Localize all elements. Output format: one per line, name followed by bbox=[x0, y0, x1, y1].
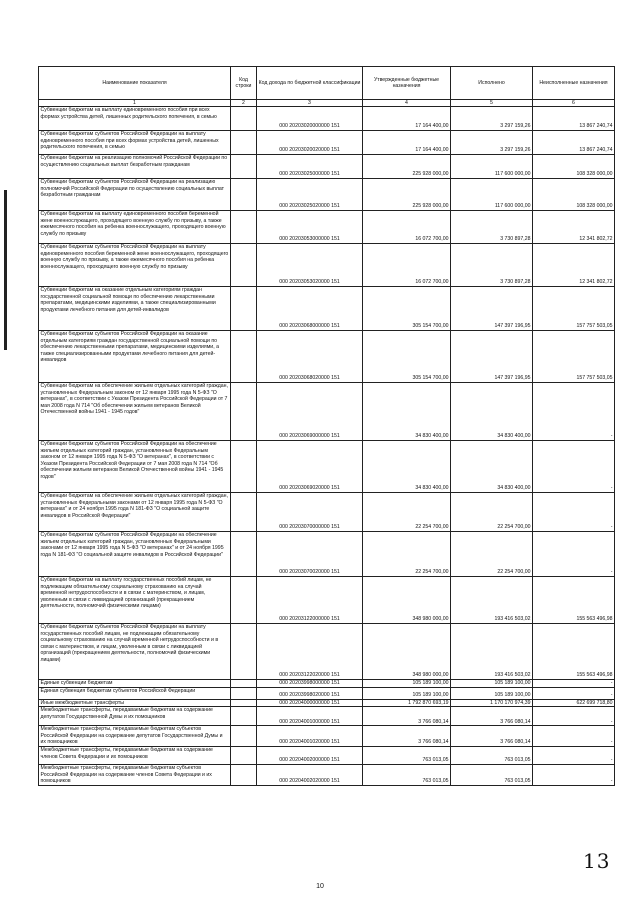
income-code-cell: 000 20203020000000 151 bbox=[257, 107, 363, 131]
line-code-cell bbox=[231, 746, 257, 764]
unexecuted-amount-cell: 108 328 000,00 bbox=[533, 155, 615, 179]
unexecuted-amount-cell: - bbox=[533, 532, 615, 577]
unexecuted-amount-cell: 157 757 503,05 bbox=[533, 287, 615, 331]
column-number: 3 bbox=[257, 100, 363, 107]
indicator-name-cell: Межбюджетные трансферты, передаваемые бюджетам субъектов Российской Федерации на содержание членов Совета Федерации и их помощников bbox=[39, 764, 231, 785]
table-row bbox=[39, 699, 615, 707]
approved-amount-cell: 22 254 700,00 bbox=[363, 493, 451, 532]
income-code-cell: 000 20203069000000 151 bbox=[257, 383, 363, 441]
header-executed: Исполнено bbox=[451, 67, 533, 100]
column-number: 1 bbox=[39, 100, 231, 107]
table-row bbox=[39, 155, 615, 179]
indicator-name-cell: Субвенции бюджетам субъектов Российской Федерации на выплату единовременного пособия при всех формах устройства детей, лишенных родительского попечения, в семью bbox=[39, 131, 231, 155]
income-code-cell: 000 20204002000000 151 bbox=[257, 746, 363, 764]
unexecuted-amount-cell: 12 341 802,72 bbox=[533, 244, 615, 287]
line-code-cell bbox=[231, 577, 257, 624]
executed-amount-cell: 3 297 159,26 bbox=[451, 131, 533, 155]
line-code-cell bbox=[231, 155, 257, 179]
line-code-cell bbox=[231, 179, 257, 211]
scan-margin-mark bbox=[4, 190, 7, 350]
table-row bbox=[39, 383, 615, 441]
handwritten-stamp-number: 13 bbox=[583, 849, 611, 873]
line-code-cell bbox=[231, 211, 257, 244]
approved-amount-cell: 22 254 700,00 bbox=[363, 532, 451, 577]
table-row bbox=[39, 107, 615, 131]
income-code-cell: 000 20203020020000 151 bbox=[257, 131, 363, 155]
indicator-name-cell: Субвенции бюджетам субъектов Российской Федерации на обеспечение жильем отдельных категорий граждан, установленных Федеральными законами от 12 января 1995 года N 5-ФЗ "О ветеранах" и от 24 ноября 1995 года N 181-ФЗ "О социальной защите инвалидов в Российской Федерации" bbox=[39, 532, 231, 577]
table-row bbox=[39, 331, 615, 383]
indicator-name-cell: Межбюджетные трансферты, передаваемые бюджетам на содержание членов Совета Федерации и их помощников bbox=[39, 746, 231, 764]
unexecuted-amount-cell: 12 341 802,72 bbox=[533, 211, 615, 244]
indicator-name-cell: Иные межбюджетные трансферты bbox=[39, 699, 231, 707]
income-code-cell: 000 20203068000000 151 bbox=[257, 287, 363, 331]
unexecuted-amount-cell: 13 867 240,74 bbox=[533, 107, 615, 131]
income-code-cell: 000 20204001020000 151 bbox=[257, 726, 363, 747]
unexecuted-amount-cell: 155 563 496,98 bbox=[533, 577, 615, 624]
executed-amount-cell: 117 600 000,00 bbox=[451, 155, 533, 179]
line-code-cell bbox=[231, 699, 257, 707]
column-number-row bbox=[39, 100, 615, 107]
approved-amount-cell: 34 830 400,00 bbox=[363, 441, 451, 493]
indicator-name-cell: Межбюджетные трансферты, передаваемые бюджетам субъектов Российской Федерации на содержание депутатов Государственной Думы и их помощников bbox=[39, 726, 231, 747]
line-code-cell bbox=[231, 680, 257, 688]
unexecuted-amount-cell: - bbox=[533, 746, 615, 764]
approved-amount-cell: 17 164 400,00 bbox=[363, 131, 451, 155]
approved-amount-cell: 348 980 000,00 bbox=[363, 577, 451, 624]
table-row bbox=[39, 726, 615, 747]
table-row bbox=[39, 244, 615, 287]
table-row bbox=[39, 532, 615, 577]
executed-amount-cell: 3 730 897,28 bbox=[451, 211, 533, 244]
unexecuted-amount-cell: - bbox=[533, 441, 615, 493]
line-code-cell bbox=[231, 532, 257, 577]
unexecuted-amount-cell: - bbox=[533, 680, 615, 688]
line-code-cell bbox=[231, 441, 257, 493]
unexecuted-amount-cell: 13 867 240,74 bbox=[533, 131, 615, 155]
table-row bbox=[39, 287, 615, 331]
executed-amount-cell: 3 766 080,14 bbox=[451, 707, 533, 726]
indicator-name-cell: Субвенции бюджетам на выплату единовременного пособия при всех формах устройства детей, лишенных родительского попечения, в семью bbox=[39, 107, 231, 131]
executed-amount-cell: 34 830 400,00 bbox=[451, 383, 533, 441]
unexecuted-amount-cell: 108 328 000,00 bbox=[533, 179, 615, 211]
indicator-name-cell: Субвенции бюджетам субъектов Российской Федерации на оказание отдельным категориям граждан государственной социальной помощи по обеспечению лекарственными препаратами, медицинскими изделиями, а также специализированными продуктами лечебного питания для детей-инвалидов bbox=[39, 331, 231, 383]
unexecuted-amount-cell: - bbox=[533, 383, 615, 441]
line-code-cell bbox=[231, 624, 257, 680]
header-income-code: Код дохода по бюджетной классификации bbox=[257, 67, 363, 100]
executed-amount-cell: 193 416 503,02 bbox=[451, 577, 533, 624]
income-code-cell: 000 20204002020000 151 bbox=[257, 764, 363, 785]
executed-amount-cell: 3 730 897,28 bbox=[451, 244, 533, 287]
table-row bbox=[39, 211, 615, 244]
approved-amount-cell: 16 072 700,00 bbox=[363, 244, 451, 287]
approved-amount-cell: 348 980 000,00 bbox=[363, 624, 451, 680]
approved-amount-cell: 3 766 080,14 bbox=[363, 707, 451, 726]
column-number: 2 bbox=[231, 100, 257, 107]
approved-amount-cell: 225 928 000,00 bbox=[363, 155, 451, 179]
table-row bbox=[39, 764, 615, 785]
approved-amount-cell: 105 189 100,00 bbox=[363, 680, 451, 688]
approved-amount-cell: 763 013,05 bbox=[363, 746, 451, 764]
table-row bbox=[39, 680, 615, 688]
income-code-cell: 000 20204000000000 151 bbox=[257, 699, 363, 707]
income-code-cell: 000 20203068020000 151 bbox=[257, 331, 363, 383]
header-unexecuted: Неисполненные назначения bbox=[533, 67, 615, 100]
income-code-cell: 000 20203025000000 151 bbox=[257, 155, 363, 179]
executed-amount-cell: 22 254 700,00 bbox=[451, 493, 533, 532]
table-row bbox=[39, 493, 615, 532]
header-line-code: Код строки bbox=[231, 67, 257, 100]
income-code-cell: 000 20203053020000 151 bbox=[257, 244, 363, 287]
line-code-cell bbox=[231, 107, 257, 131]
executed-amount-cell: 193 416 503,02 bbox=[451, 624, 533, 680]
executed-amount-cell: 147 397 196,95 bbox=[451, 287, 533, 331]
indicator-name-cell: Субвенции бюджетам на обеспечение жильем отдельных категорий граждан, установленных Федеральными законами от 12 января 1995 года N 5-ФЗ "О ветеранах" и от 24 ноября 1995 года N 181-ФЗ "О социальной защите инвалидов в Российской Федерации" bbox=[39, 493, 231, 532]
indicator-name-cell: Единые субвенции бюджетам bbox=[39, 680, 231, 688]
table-row bbox=[39, 707, 615, 726]
header-approved: Утвержденные бюджетные назначения bbox=[363, 67, 451, 100]
indicator-name-cell: Субвенции бюджетам субъектов Российской Федерации на выплату единовременного пособия беременной жене военнослужащего, проходящего военную службу по призыву, а также ежемесячного пособия на ребенка военнослужащего, проходящего военную службу по призыву bbox=[39, 244, 231, 287]
executed-amount-cell: 763 013,05 bbox=[451, 764, 533, 785]
unexecuted-amount-cell: 157 757 503,05 bbox=[533, 331, 615, 383]
approved-amount-cell: 17 164 400,00 bbox=[363, 107, 451, 131]
indicator-name-cell: Субвенции бюджетам субъектов Российской Федерации на обеспечение жильем отдельных категорий граждан, установленных Федеральным законом от 12 января 1995 года N 5-ФЗ "О ветеранах", в соответствии с Указом Президента Российской Федерации от 7 мая 2008 года N 714 "Об обеспечении жильем ветеранов Великой Отечественной войны 1941 - 1945 годов" bbox=[39, 441, 231, 493]
unexecuted-amount-cell: - bbox=[533, 687, 615, 699]
indicator-name-cell: Субвенции бюджетам на выплату единовременного пособия беременной жене военнослужащего, проходящего военную службу по призыву, а также ежемесячного пособия на ребенка военнослужащего, проходящего военную службу по призыву bbox=[39, 211, 231, 244]
income-code-cell: 000 20203053000000 151 bbox=[257, 211, 363, 244]
income-code-cell: 000 20203998020000 151 bbox=[257, 687, 363, 699]
table-row bbox=[39, 624, 615, 680]
table-row bbox=[39, 179, 615, 211]
executed-amount-cell: 105 189 100,00 bbox=[451, 687, 533, 699]
approved-amount-cell: 763 013,05 bbox=[363, 764, 451, 785]
approved-amount-cell: 3 766 080,14 bbox=[363, 726, 451, 747]
approved-amount-cell: 305 154 700,00 bbox=[363, 287, 451, 331]
table-row bbox=[39, 687, 615, 699]
table-row bbox=[39, 441, 615, 493]
column-number: 5 bbox=[451, 100, 533, 107]
income-code-cell: 000 20203122020000 151 bbox=[257, 624, 363, 680]
indicator-name-cell: Субвенции бюджетам субъектов Российской Федерации на реализацию полномочий Российской Федерации по осуществлению социальных выплат безработным гражданам bbox=[39, 179, 231, 211]
budget-execution-table bbox=[38, 66, 615, 786]
approved-amount-cell: 225 928 000,00 bbox=[363, 179, 451, 211]
executed-amount-cell: 3 766 080,14 bbox=[451, 726, 533, 747]
executed-amount-cell: 763 013,05 bbox=[451, 746, 533, 764]
line-code-cell bbox=[231, 331, 257, 383]
executed-amount-cell: 34 830 400,00 bbox=[451, 441, 533, 493]
executed-amount-cell: 1 170 170 974,39 bbox=[451, 699, 533, 707]
unexecuted-amount-cell: - bbox=[533, 726, 615, 747]
approved-amount-cell: 16 072 700,00 bbox=[363, 211, 451, 244]
indicator-name-cell: Единая субвенция бюджетам субъектов Российской Федерации bbox=[39, 687, 231, 699]
executed-amount-cell: 147 397 196,95 bbox=[451, 331, 533, 383]
executed-amount-cell: 3 297 159,26 bbox=[451, 107, 533, 131]
table-body bbox=[39, 107, 615, 786]
indicator-name-cell: Субвенции бюджетам субъектов Российской Федерации на выплату государственных пособий лицам, не подлежащим обязательному социальному страхованию на случай временной нетрудоспособности и в связи с материнством, и лицам, уволенным в связи с ликвидацией организаций (прекращением деятельности, полномочий физическими лицами) bbox=[39, 624, 231, 680]
income-code-cell: 000 20203122000000 151 bbox=[257, 577, 363, 624]
unexecuted-amount-cell: 155 563 496,98 bbox=[533, 624, 615, 680]
line-code-cell bbox=[231, 287, 257, 331]
table-row bbox=[39, 131, 615, 155]
line-code-cell bbox=[231, 707, 257, 726]
line-code-cell bbox=[231, 383, 257, 441]
executed-amount-cell: 105 189 100,00 bbox=[451, 680, 533, 688]
indicator-name-cell: Межбюджетные трансферты, передаваемые бюджетам на содержание депутатов Государственной Думы и их помощников bbox=[39, 707, 231, 726]
table-row bbox=[39, 746, 615, 764]
unexecuted-amount-cell: 622 699 718,80 bbox=[533, 699, 615, 707]
approved-amount-cell: 105 189 100,00 bbox=[363, 687, 451, 699]
indicator-name-cell: Субвенции бюджетам на реализацию полномочий Российской Федерации по осуществлению социальных выплат безработным гражданам bbox=[39, 155, 231, 179]
indicator-name-cell: Субвенции бюджетам на выплату государственных пособий лицам, не подлежащим обязательному социальному страхованию на случай временной нетрудоспособности и в связи с материнством, и лицам, уволенным в связи с ликвидацией организаций (прекращением деятельности, полномочий физическими лицами) bbox=[39, 577, 231, 624]
line-code-cell bbox=[231, 764, 257, 785]
table-row bbox=[39, 577, 615, 624]
income-code-cell: 000 20203025020000 151 bbox=[257, 179, 363, 211]
line-code-cell bbox=[231, 244, 257, 287]
unexecuted-amount-cell: - bbox=[533, 707, 615, 726]
income-code-cell: 000 20203070000000 151 bbox=[257, 493, 363, 532]
executed-amount-cell: 22 254 700,00 bbox=[451, 532, 533, 577]
executed-amount-cell: 117 600 000,00 bbox=[451, 179, 533, 211]
column-number: 6 bbox=[533, 100, 615, 107]
indicator-name-cell: Субвенции бюджетам на обеспечение жильем отдельных категорий граждан, установленных Федеральным законом от 12 января 1995 года N 5-ФЗ "О ветеранах", в соответствии с Указом Президента Российской Федерации от 7 мая 2008 года N 714 "Об обеспечении жильем ветеранов Великой Отечественной войны 1941 - 1945 годов" bbox=[39, 383, 231, 441]
income-code-cell: 000 20203069020000 151 bbox=[257, 441, 363, 493]
line-code-cell bbox=[231, 687, 257, 699]
unexecuted-amount-cell: - bbox=[533, 493, 615, 532]
income-code-cell: 000 20203070020000 151 bbox=[257, 532, 363, 577]
column-number: 4 bbox=[363, 100, 451, 107]
line-code-cell bbox=[231, 726, 257, 747]
income-code-cell: 000 20204001000000 151 bbox=[257, 707, 363, 726]
unexecuted-amount-cell: - bbox=[533, 764, 615, 785]
approved-amount-cell: 34 830 400,00 bbox=[363, 383, 451, 441]
page-number: 10 bbox=[316, 883, 324, 890]
line-code-cell bbox=[231, 131, 257, 155]
indicator-name-cell: Субвенции бюджетам на оказание отдельным категориям граждан государственной социальной помощи по обеспечению лекарственными препаратами, медицинскими изделиями, а также специализированными продуктами лечебного питания для детей-инвалидов bbox=[39, 287, 231, 331]
header-indicator-name: Наименование показателя bbox=[39, 67, 231, 100]
income-code-cell: 000 20203998000000 151 bbox=[257, 680, 363, 688]
header-row bbox=[39, 67, 615, 100]
line-code-cell bbox=[231, 493, 257, 532]
approved-amount-cell: 1 792 870 693,19 bbox=[363, 699, 451, 707]
approved-amount-cell: 305 154 700,00 bbox=[363, 331, 451, 383]
